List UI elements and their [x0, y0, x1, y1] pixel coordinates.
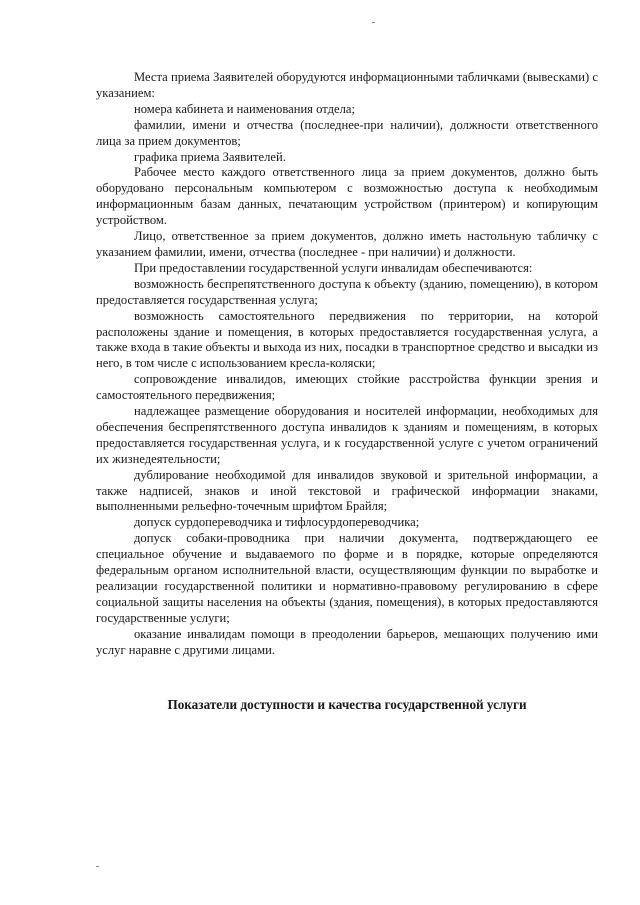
scan-speck: [372, 22, 375, 23]
paragraph-9: возможность самостоятельного передвижения по территории, на которой расположены здание и помещения, в которых предоставляется государственная услуга, а также входа в такие объекты и выхода из них, посадки в транспортное средство и высадки из него, в том числе с использованием кресла-коляски;: [96, 308, 598, 371]
scan-speck: [96, 866, 99, 867]
paragraph-7: При предоставлении государственной услуги инвалидам обеспечиваются:: [134, 260, 533, 275]
paragraph-1: Места приема Заявителей оборудуются информационными табличками (вывесками) с указанием:: [96, 70, 598, 100]
paragraph-12: дублирование необходимой для инвалидов звуковой и зрительной информации, а также надписей, знаков и иной текстовой и графической информации знаками, выполненными рельефно-точечным шрифтом Брайля;: [96, 467, 598, 514]
section-heading: Показатели доступности и качества государственной услуги: [167, 696, 527, 712]
paragraph-10: сопровождение инвалидов, имеющих стойкие расстройства функции зрения и самостоятельного передвижения;: [96, 372, 598, 403]
paragraph-11: надлежащее размещение оборудования и носителей информации, необходимых для обеспечения беспрепятственного доступа инвалидов к зданиям и помещениям, в которых предоставляется государственная услуга, и к государственной услуге с учетом ограничений их жизнедеятельности;: [96, 404, 598, 466]
paragraph-13: допуск сурдопереводчика и тифлосурдопереводчика;: [134, 515, 420, 530]
paragraph-3: фамилии, имени и отчества (последнее-при наличии), должности ответственного лица за прием документов;: [96, 117, 598, 148]
paragraph-8: возможность беспрепятственного доступа к объекту (зданию, помещению), в котором предоставляется государственная услуга;: [96, 276, 598, 307]
paragraph-5: Рабочее место каждого ответственного лица за прием документов, должно быть оборудовано персональным компьютером с возможностью доступа к необходимым информационным базам данных, печатающим устройством (принтером) и копирующим устройством.: [96, 165, 598, 228]
paragraph-4: графика приема Заявителей.: [134, 149, 286, 164]
paragraph-6: Лицо, ответственное за прием документов, должно иметь настольную табличку с указанием фамилии, имени, отчества (последнее - при наличии) и должности.: [96, 229, 598, 259]
paragraph-2: номера кабинета и наименования отдела;: [134, 101, 355, 116]
paragraph-14: допуск собаки-проводника при наличии документа, подтверждающего ее специальное обучение и выдаваемого по форме и в порядке, которые определяются федеральным органом исполнительной власти, осуществляющим функции по выработке и реализации государственной политики и нормативно-правовому регулированию в сфере социальной защиты населения на объекты (здания, помещения), в которых предоставляются государственные услуги;: [96, 531, 598, 625]
paragraph-15: оказание инвалидам помощи в преодолении барьеров, мешающих получению ими услуг наравне с другими лицами.: [96, 626, 598, 657]
